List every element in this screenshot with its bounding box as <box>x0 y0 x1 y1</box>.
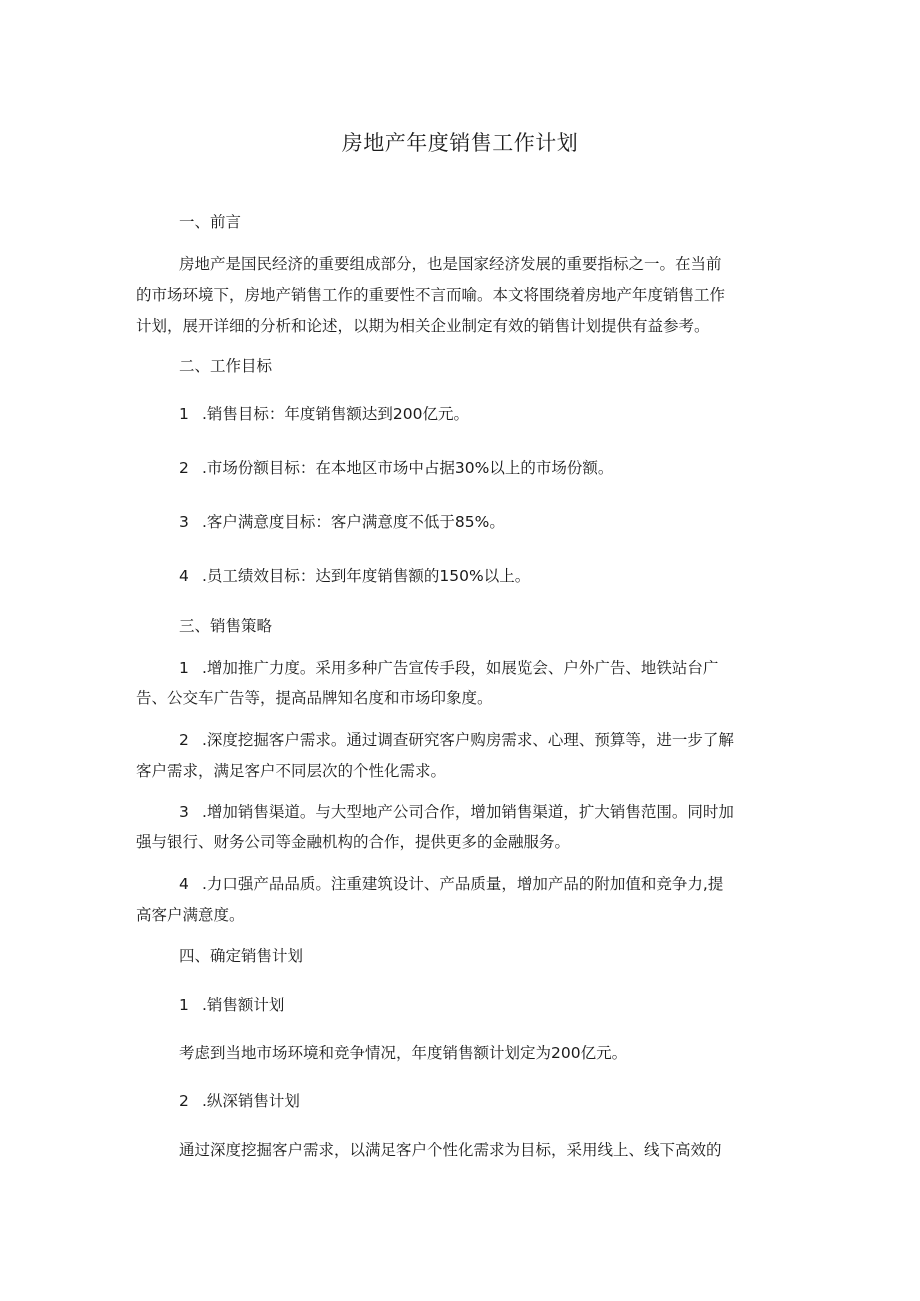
strategy-text: .增加推广力度。采用多种广告宣传手段，如展览会、户外广告、地铁站台广 <box>202 659 719 677</box>
strategy-continuation: 高客户满意度。 <box>136 906 245 924</box>
paragraph-line: 计划，展开详细的分析和论述，以期为相关企业制定有效的销售计划提供有益参考。 <box>136 317 710 335</box>
goal-item <box>179 512 505 532</box>
strategy-continuation: 客户需求，满足客户不同层次的个性化需求。 <box>136 762 447 780</box>
paragraph-line: 房地产是国民经济的重要组成部分，也是国家经济发展的重要指标之一。在当前 <box>179 255 722 273</box>
strategy-text: .增加销售渠道。与大型地产公司合作，增加销售渠道，扩大销售范围。同时加 <box>202 803 734 821</box>
goal-item <box>179 566 530 586</box>
strategy-item <box>179 802 734 822</box>
plan-sub-title: .纵深销售计划 <box>202 1092 300 1110</box>
goal-text: .员工绩效目标：达到年度销售额的150%以上。 <box>202 567 531 585</box>
goal-text: .市场份额目标：在本地区市场中占据30%以上的市场份额。 <box>202 459 614 477</box>
section-heading-preface: 一、前言 <box>179 213 242 231</box>
goal-number: 4 <box>179 567 189 585</box>
strategy-number: 3 <box>179 803 189 821</box>
strategy-continuation: 告、公交车广告等，提高品牌知名度和市场印象度。 <box>136 689 493 707</box>
goal-text: .销售目标：年度销售额达到200亿元。 <box>202 405 470 423</box>
goal-number: 2 <box>179 459 189 477</box>
strategy-item <box>179 730 734 750</box>
plan-subheading <box>179 995 284 1015</box>
section-heading-plan: 四、确定销售计划 <box>179 947 304 965</box>
goal-text: .客户满意度目标：客户满意度不低于85%。 <box>202 513 505 531</box>
strategy-number: 1 <box>179 659 189 677</box>
goal-item <box>179 404 469 424</box>
plan-paragraph: 通过深度挖掘客户需求，以满足客户个性化需求为目标，采用线上、线下高效的 <box>179 1141 722 1159</box>
goal-number: 1 <box>179 405 189 423</box>
strategy-continuation: 强与银行、财务公司等金融机构的合作，提供更多的金融服务。 <box>136 833 571 851</box>
section-heading-strategy: 三、销售策略 <box>179 617 273 635</box>
paragraph-line: 的市场环境下，房地产销售工作的重要性不言而喻。本文将围绕着房地产年度销售工作 <box>136 286 726 304</box>
goal-number: 3 <box>179 513 189 531</box>
plan-sub-title: .销售额计划 <box>202 996 285 1014</box>
section-heading-goals: 二、工作目标 <box>179 357 273 375</box>
goal-item <box>179 458 613 478</box>
strategy-text: .力口强产品品质。注重建筑设计、产品质量，增加产品的附加值和竞争力,提 <box>202 875 724 893</box>
strategy-item <box>179 658 718 678</box>
strategy-number: 2 <box>179 731 189 749</box>
strategy-number: 4 <box>179 875 189 893</box>
strategy-item <box>179 874 723 894</box>
strategy-text: .深度挖掘客户需求。通过调查研究客户购房需求、心理、预算等，进一步了解 <box>202 731 734 749</box>
plan-subheading <box>179 1091 300 1111</box>
plan-sub-number: 1 <box>179 996 189 1014</box>
document-title: 房地产年度销售工作计划 <box>341 131 579 155</box>
plan-sub-number: 2 <box>179 1092 189 1110</box>
plan-paragraph: 考虑到当地市场环境和竞争情况，年度销售额计划定为200亿元。 <box>179 1044 628 1062</box>
